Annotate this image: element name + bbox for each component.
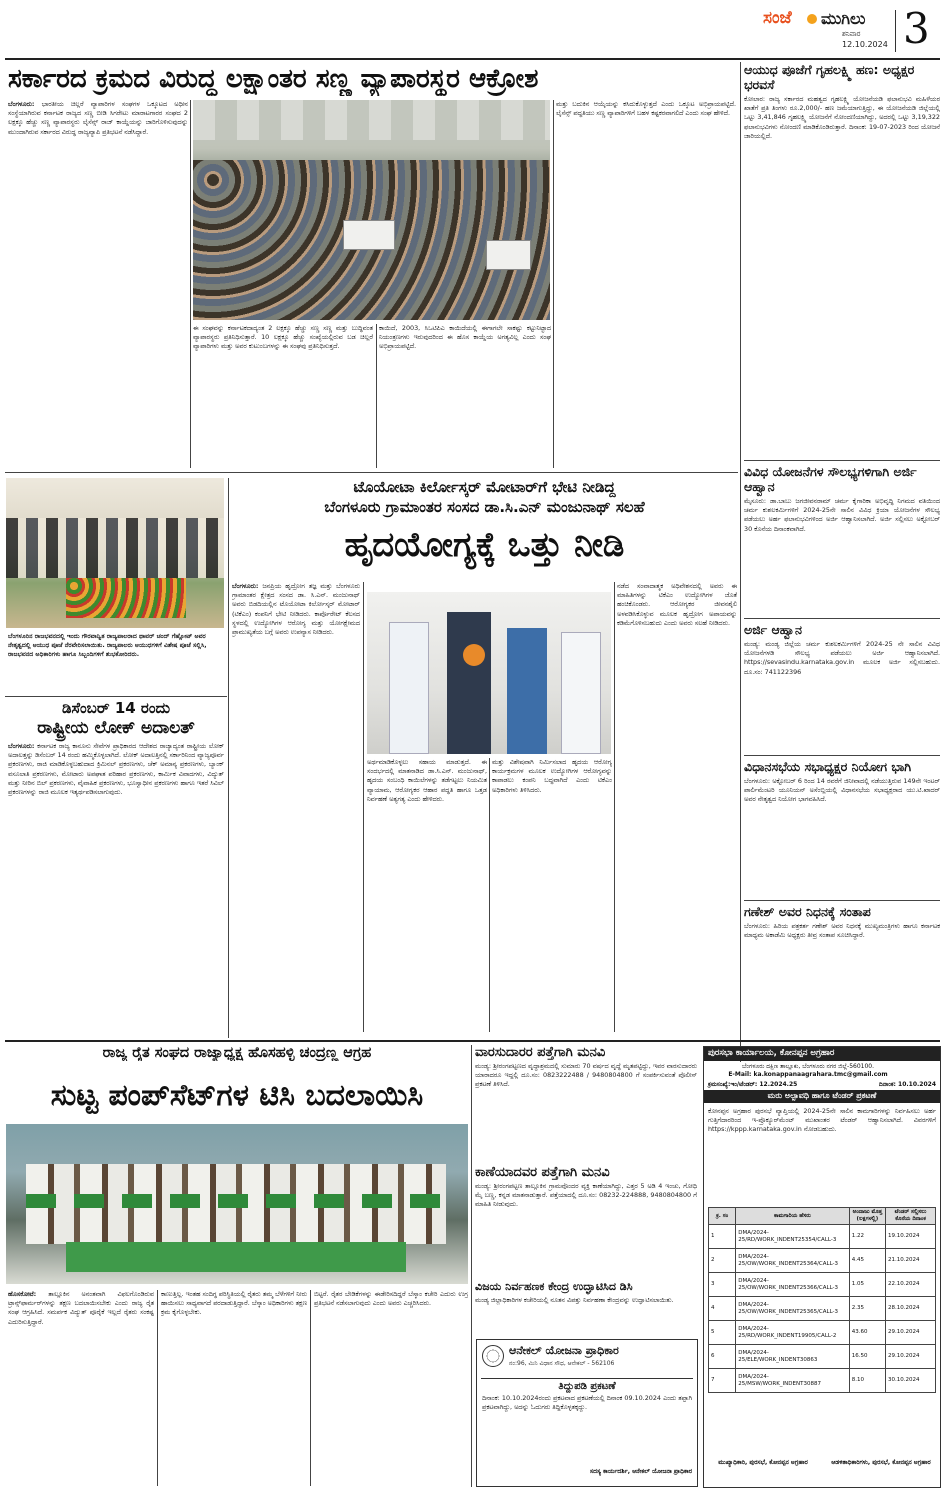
table-row bbox=[709, 1345, 936, 1369]
notice-2-title: ಕಾಣೆಯಾದವರ ಪತ್ತೆಗಾಗಿ ಮನವಿ bbox=[475, 1165, 610, 1180]
sun-icon bbox=[807, 14, 817, 24]
adalat-body bbox=[8, 742, 224, 1034]
section-rule bbox=[744, 460, 940, 461]
placard bbox=[486, 240, 531, 270]
sidebar-body-4: ಬೆಂಗಳೂರು: ಅಕ್ಟೋಬರ್ 6 ರಿಂದ 14 ರವರೆಗೆ ಜಿನೀವಾದಲ್ಲಿ ನಡೆಯುತ್ತಿರುವ 149ನೇ ಇಂಟರ್ ಪಾರ್ಲಿಮೆಂಟರಿ ಯೂನಿಯನ್ ಅಸೆಂಬ್ಲಿಯಲ್ಲಿ ವಿಧಾನಸಭೆಯ ಸಭಾಧ್ಯಕ್ಷರಾದ ಯು.ಟಿ.ಖಾದರ್ ಅವರ ನೇತೃತ್ವದ ನಿಯೋಗ ಭಾಗವಹಿಸಿದೆ. bbox=[744, 777, 940, 804]
section-rule bbox=[744, 755, 940, 756]
toyota-col-4 bbox=[617, 582, 737, 1032]
masthead-divider bbox=[895, 10, 896, 52]
person bbox=[447, 612, 491, 754]
green-shawls bbox=[26, 1194, 446, 1208]
table-row bbox=[709, 1249, 936, 1273]
table-cell: 30.10.2024 bbox=[886, 1369, 936, 1393]
tender-sign-right: ಆಡಳಿತಾಧಿಕಾರಿಗಳು, ಪುರಸಭೆ, ಕೋನಪ್ಪನ ಅಗ್ರಹಾರ bbox=[831, 1459, 931, 1466]
tender-address: ಬೆಂಗಳೂರು ದಕ್ಷಿಣ ತಾಲ್ಲೂಕು, ಬೆಂಗಳೂರು ನಗರ ಜಿಲ್ಲೆ-560100. bbox=[741, 1063, 875, 1070]
table-header-cell: ಕಾಮಗಾರಿಯ ಹೆಸರು bbox=[736, 1208, 850, 1225]
sidebar-title-1: ಆಯುಧ ಪೂಜೆಗೆ ಗೃಹಲಕ್ಷ್ಮಿ ಹಣ: ಅಧ್ಯಕ್ಷರ ಭರವಸೆ bbox=[744, 62, 915, 92]
masthead bbox=[745, 6, 940, 56]
table-cell: 21.10.2024 bbox=[886, 1249, 936, 1273]
placard bbox=[343, 220, 395, 250]
anekal-notice-title: ತಿದ್ದುಪಡಿ ಪ್ರಕಟಣೆ bbox=[481, 1378, 693, 1392]
officials-group bbox=[6, 518, 224, 578]
ayudha-pooja-caption: ಬೆಂಗಳೂರಿನ ರಾಜಭವನದಲ್ಲಿ ಇಂದು ಗೌರವಾನ್ವಿತ ರಾಜ್ಯಪಾಲರಾದ ಥಾವರ್ ಚಂದ್ ಗೆಹ್ಲೋಟ್ ಅವರ ನೇತೃತ್ವದಲ್ಲಿ ಆಯುಧ ಪೂಜೆ ನೆರವೇರಿಸಲಾಯಿತು. ರಾಜ್ಯಪಾಲರು ಆಯುಧಗಳಿಗೆ ವಿಶೇಷ ಪೂಜೆ ಸಲ್ಲಿಸಿ, ರಾಜಭವನದ ಅಧಿಕಾರಿಗಳು ಹಾಗೂ ಸಿಬ್ಬಂದಿಗಳಿಗೆ ಶುಭಕೋರಿದರು. bbox=[8, 633, 207, 658]
column-rule bbox=[190, 100, 191, 468]
anekal-address: ನಂ:96, ಮಿನಿ ವಿಧಾನ ಸೌಧ, ಆನೇಕಲ್ - 562106 bbox=[509, 1360, 615, 1367]
section-rule bbox=[744, 900, 940, 901]
section-rule bbox=[5, 472, 738, 473]
tender-table-header bbox=[709, 1208, 936, 1225]
masthead-date: 12.10.2024 bbox=[842, 40, 888, 49]
column-rule bbox=[471, 1045, 472, 1487]
banner bbox=[66, 1242, 406, 1272]
masthead-day: ಶನಿವಾರ bbox=[842, 30, 861, 38]
column-rule bbox=[363, 582, 364, 1032]
section-rule bbox=[744, 618, 940, 619]
toyota-body-2: ಅರ್ಥಮಾಡಿಕೊಳ್ಳಲು ಸಹಾಯ ಮಾಡುತ್ತದೆ. ಈ ಸಂದರ್ಭದಲ್ಲಿ ಮಾತನಾಡಿದ ಡಾ.ಸಿ.ಎನ್. ಮಂಜುನಾಥ್, ಹೃದಯ ಸಂಬಂಧಿ ಕಾಯಿಲೆಗಳನ್ನು ತಡೆಗಟ್ಟಲು ನಿಯಮಿತ ವ್ಯಾಯಾಮ, ಆರೋಗ್ಯಕರ ಆಹಾರ ಪದ್ಧತಿ ಹಾಗೂ ಒತ್ತಡ ನಿರ್ವಹಣೆ ಅತ್ಯಗತ್ಯ ಎಂದು ಹೇಳಿದರು. bbox=[367, 758, 487, 803]
column-rule bbox=[228, 478, 229, 1038]
table-cell: DMA/2024-25/MSW/WORK_INDENT30887 bbox=[736, 1369, 850, 1393]
table-cell: 8.10 bbox=[849, 1369, 885, 1393]
column-rule bbox=[157, 1290, 158, 1486]
adalat-headline: ರಾಷ್ಟ್ರೀಯ ಲೋಕ್ ಅದಾಲತ್ bbox=[37, 718, 195, 738]
column-rule bbox=[376, 324, 377, 468]
anekal-notice bbox=[476, 1339, 698, 1487]
lead-col-3 bbox=[379, 324, 551, 468]
tender-intro: ಕೋನಪ್ಪನ ಅಗ್ರಹಾರ ಪುರಸಭೆ ವ್ಯಾಪ್ತಿಯಲ್ಲಿ 2024-25ನೇ ಸಾಲಿನ ಕಾಮಗಾರಿಗಳನ್ನು ನಿರ್ವಹಿಸಲು ಅರ್ಹ ಗುತ್ತಿಗೆದಾರರಿಂದ ಇ-ಪ್ರೊಕ್ಯೂರ್‌ಮೆಂಟ್ ಮುಖಾಂತರ ಟೆಂಡರ್ ಆಹ್ವಾನಿಸಲಾಗಿದೆ. ವಿವರಗಳಿಗೆ https://kppp.karnataka.gov.in ನೋಡಬಹುದು. bbox=[708, 1107, 936, 1134]
table-row bbox=[709, 1321, 936, 1345]
table-cell: 2.35 bbox=[849, 1297, 885, 1321]
sidebar-body-5: ಬೆಂಗಳೂರು: ಹಿರಿಯ ಪತ್ರಕರ್ತ ಗಣೇಶ್ ಅವರ ನಿಧನಕ್ಕೆ ಮುಖ್ಯಮಂತ್ರಿಗಳು ಹಾಗೂ ಕರ್ನಾಟಕ ಮಾಧ್ಯಮ ಅಕಾಡೆಮಿ ಅಧ್ಯಕ್ಷರು ತೀವ್ರ ಸಂತಾಪ ಸೂಚಿಸಿದ್ದಾರೆ. bbox=[744, 922, 940, 940]
toyota-kicker-2: ಬೆಂಗಳೂರು ಗ್ರಾಮಾಂತರ ಸಂಸದ ಡಾ.ಸಿ.ಎನ್ ಮಂಜುನಾಥ್ ಸಲಹೆ bbox=[324, 498, 645, 516]
farmers-body-3: ಬಿಟ್ಟರೆ. ರೈತರ ಬೇಡಿಕೆಗಳನ್ನು ಈಡೇರಿಸದಿದ್ದರೆ ಬೆಸ್ಕಾಂ ಕಚೇರಿ ಎದುರು ಉಗ್ರ ಪ್ರತಿಭಟನೆ ನಡೆಸಲಾಗುವುದು ಎಂದು ಅವರು ಎಚ್ಚರಿಸಿದರು. bbox=[314, 1290, 468, 1308]
toyota-headline: ಹೃದಯೋಗ್ಯಕ್ಕೆ ಒತ್ತು ನೀಡಿ bbox=[344, 525, 625, 565]
table-row bbox=[709, 1297, 936, 1321]
lead-body-4: ಮತ್ತು ಬದುಕಿನ ಆಯ್ಕೆಯನ್ನು ಕಸಿದುಕೊಳ್ಳುತ್ತದೆ ಎಂದು ಒಕ್ಕೂಟ ಅಭಿಪ್ರಾಯಪಟ್ಟಿದೆ. ಲೈಸೆನ್ಸ್ ಪದ್ಧತಿಯು ಸಣ್ಣ ವ್ಯಾಪಾರಿಗಳಿಗೆ ಬಹಳ ಕಷ್ಟಕರವಾಗಲಿದೆ ಎಂದು ಸಂಘ ಹೇಳಿದೆ. bbox=[556, 100, 736, 118]
tent-canopy bbox=[193, 100, 550, 140]
lead-dateline: ಬೆಂಗಳೂರು: bbox=[8, 100, 35, 108]
table-cell: 2 bbox=[709, 1249, 736, 1273]
farmers-col-2 bbox=[161, 1290, 307, 1486]
farmers-dateline: ಹೊಸಕೋಟೆ: bbox=[8, 1290, 37, 1298]
sidebar-title-5: ಗಣೇಶ್ ಅವರ ನಿಧನಕ್ಕೆ ಸಂತಾಪ bbox=[744, 904, 871, 919]
notice-1-title: ವಾರಸುದಾರರ ಪತ್ತೆಗಾಗಿ ಮನವಿ bbox=[475, 1045, 606, 1060]
brand-left: ಸಂಜೆ bbox=[763, 8, 792, 28]
section-rule bbox=[5, 696, 227, 697]
lead-col-2 bbox=[193, 324, 373, 468]
table-cell: 43.60 bbox=[849, 1321, 885, 1345]
toyota-col-1 bbox=[232, 582, 360, 1032]
tender-title-bar bbox=[704, 1090, 940, 1103]
table-cell: 22.10.2024 bbox=[886, 1273, 936, 1297]
table-cell: 5 bbox=[709, 1321, 736, 1345]
lead-col-1 bbox=[8, 100, 188, 468]
masthead-rule bbox=[5, 58, 940, 60]
flower-offering bbox=[66, 578, 186, 618]
tender-header bbox=[704, 1047, 940, 1061]
table-cell: 1.05 bbox=[849, 1273, 885, 1297]
tender-notice bbox=[703, 1046, 941, 1488]
table-cell: 3 bbox=[709, 1273, 736, 1297]
table-cell: 1.22 bbox=[849, 1225, 885, 1249]
lead-body-2: ಈ ಸಂಘವನ್ನು ಕರ್ನಾಟಕದಾದ್ಯಂತ 2 ಲಕ್ಷಕ್ಕೂ ಹೆಚ್ಚು ಸಣ್ಣ ಸಣ್ಣ ಮತ್ತು ಬುದ್ಧಿವಂತ ವ್ಯಾಪಾರಸ್ಥರು ಪ್ರತಿನಿಧಿಸುತ್ತಾರೆ. 10 ಲಕ್ಷಕ್ಕೂ ಹೆಚ್ಚು ಸಂಖ್ಯೆಯಲ್ಲಿರುವ ಬಡ ಚಿಲ್ಲರೆ ವ್ಯಾಪಾರಿಗಳು ಮತ್ತು ಅವರ ಕುಟುಂಬಗಳನ್ನು ಈ ಸಂಘವು ಪ್ರತಿನಿಧಿಸುತ್ತದೆ. bbox=[193, 324, 373, 351]
sidebar bbox=[744, 62, 940, 1037]
emblem-icon bbox=[482, 1345, 504, 1367]
farmers-col-1 bbox=[8, 1290, 154, 1486]
anekal-body: ದಿನಾಂಕ: 10.10.2024ರಂದು ಪ್ರಕಟವಾದ ಪ್ರಕಟಣೆಯಲ್ಲಿ ದಿನಾಂಕ 09.10.2024 ಎಂದು ತಪ್ಪಾಗಿ ಪ್ರಕಟವಾಗಿದ್ದು, ಅದನ್ನು ಓದುಗರು ತಿದ್ದಿಕೊಳ್ಳತಕ್ಕದ್ದು. bbox=[482, 1394, 692, 1412]
table-header-cell: ಟೆಂಡರ್ ಸಲ್ಲಿಸಲು ಕೊನೆಯ ದಿನಾಂಕ bbox=[886, 1208, 936, 1225]
table-row bbox=[709, 1273, 936, 1297]
toyota-body-1: ಜನಪ್ರಿಯ ಹೃದ್ರೋಗ ತಜ್ಞ ಮತ್ತು ಬೆಂಗಳೂರು ಗ್ರಾಮಾಂತರ ಕ್ಷೇತ್ರದ ಸಂಸದ ಡಾ. ಸಿ.ಎನ್. ಮಂಜುನಾಥ್ ಅವರು ಬಿಡದಿಯಲ್ಲಿನ ಟೊಯೋಟಾ ಕಿರ್ಲೋಸ್ಕರ್ ಮೋಟಾರ್ (ಟಿಕೆಎಂ) ಕಂಪನಿಗೆ ಭೇಟಿ ನೀಡಿದರು. ಕಾರ್ಪೊರೇಟ್ ಕೆಲಸದ ಸ್ಥಳದಲ್ಲಿ ಉದ್ಯೋಗಿಗಳ ಆರೋಗ್ಯ ಮತ್ತು ಯೋಗಕ್ಷೇಮದ ಪ್ರಾಮುಖ್ಯತೆಯ ಬಗ್ಗೆ ಅವರು ಉಪನ್ಯಾಸ ನೀಡಿದರು. bbox=[232, 582, 360, 637]
sidebar-body-1: ಕೋಲಾರ: ರಾಜ್ಯ ಸರ್ಕಾರದ ಮಹತ್ವದ ಗೃಹಲಕ್ಷ್ಮಿ ಯೋಜನೆಯಡಿ ಫಲಾನುಭವಿ ಮಹಿಳೆಯರ ಖಾತೆಗೆ ಪ್ರತಿ ತಿಂಗಳು ರೂ.2,000/- ಹಣ ಜಮೆಯಾಗುತ್ತಿದ್ದು, ಈ ಯೋಜನೆಯಡಿ ಜಿಲ್ಲೆಯಲ್ಲಿ ಒಟ್ಟು 3,41,846 ಗೃಹಲಕ್ಷ್ಮಿ ಯೋಜನೆಗೆ ನೋಂದಣಿಯಾಗಿದ್ದು, ಅದರಲ್ಲಿ ಒಟ್ಟು 3,19,322 ಫಲಾನುಭವಿಗಳು ನೋಂದಣಿ ಮಾಡಿಕೊಂಡಿರುತ್ತಾರೆ. ದಿನಾಂಕ: 19-07-2023 ರಿಂದ ಯೋಜನೆ ಜಾರಿಯಲ್ಲಿದೆ. bbox=[744, 95, 940, 140]
table-cell: DMA/2024-25/RD/WORK_INDENT25354/CALL-3 bbox=[736, 1225, 850, 1249]
table-cell: 29.10.2024 bbox=[886, 1345, 936, 1369]
column-rule bbox=[310, 1290, 311, 1486]
toyota-body-4: ನಡೆದ ಸಂವಾದಾತ್ಮಕ ಅಧಿವೇಶನದಲ್ಲಿ ಅವರು ಈ ಮಾಹಿತಿಗಳನ್ನು ಟಿಕೆಎಂ ಉದ್ಯೋಗಿಗಳ ಜೊತೆ ಹಂಚಿಕೊಂಡರು. ಆರೋಗ್ಯಕರ ಜೀವನಶೈಲಿ ಅಳವಡಿಸಿಕೊಳ್ಳುವ ಮೂಲಕ ಹೃದ್ರೋಗ ಅಪಾಯವನ್ನು ಕಡಿಮೆಗೊಳಿಸಬಹುದು ಎಂದು ಅವರು ಸಲಹೆ ನೀಡಿದರು. bbox=[617, 582, 737, 627]
table-cell: 7 bbox=[709, 1369, 736, 1393]
table-cell: DMA/2024-25/OW/WORK_INDENT25364/CALL-3 bbox=[736, 1249, 850, 1273]
notice-3-body: ಮಂಡ್ಯ ಜಿಲ್ಲಾಧಿಕಾರಿಗಳ ಕಚೇರಿಯಲ್ಲಿ ನೂತನ ವಿಪತ್ತು ನಿರ್ವಹಣಾ ಕೇಂದ್ರವನ್ನು ಉದ್ಘಾಟಿಸಲಾಯಿತು. bbox=[475, 1296, 674, 1304]
sidebar-body-3: ಮಂಡ್ಯ: ಮಂಡ್ಯ ಜಿಲ್ಲೆಯ ಚರ್ಮ ಕುಶಲಕರ್ಮಿಗಳಿಗೆ 2024-25 ನೇ ಸಾಲಿನ ವಿವಿಧ ಯೋಜನೆಗಳಡಿ ಸೌಲಭ್ಯ ಪಡೆಯಲು ಅರ್ಜಿ ಆಹ್ವಾನಿಸಲಾಗಿದೆ. https://sevasindu.karnataka.gov.in ಮೂಲಕ ಅರ್ಜಿ ಸಲ್ಲಿಸಬಹುದು. ದೂ.ಸಂ: 741122396 bbox=[744, 640, 940, 676]
adalat-text: ಕರ್ನಾಟಕ ರಾಜ್ಯ ಕಾನೂನು ಸೇವೆಗಳ ಪ್ರಾಧಿಕಾರದ ಆದೇಶದ ರಾಜ್ಯಾದ್ಯಂತ ರಾಷ್ಟ್ರೀಯ ಲೋಕ್ ಅದಾಲತ್ತನ್ನು ಡಿಸೆಂಬರ್ 14 ರಂದು ಹಮ್ಮಿಕೊಳ್ಳಲಾಗಿದೆ. ಲೋಕ್ ಅದಾಲತ್ತಿನಲ್ಲಿ ಸರ್ಕಾರಿನಿಂದ ವ್ಯಾಜ್ಯಪೂರ್ವ ಪ್ರಕರಣಗಳು, ರಾಜಿ ಮಾಡಿಕೊಳ್ಳಬಹುದಾದ ಕ್ರಿಮಿನಲ್ ಪ್ರಕರಣಗಳು, ಚೆಕ್ ಅಮಾನ್ಯ ಪ್ರಕರಣಗಳು, ಬ್ಯಾಂಕ್ ವಸೂಲಾತಿ ಪ್ರಕರಣಗಳು, ಮೋಟಾರು ಅಪಘಾತ ಪರಿಹಾರ ಪ್ರಕರಣಗಳು, ಕಾರ್ಮಿಕ ವಿವಾದಗಳು, ವಿದ್ಯುತ್ ಮತ್ತು ನೀರಿನ ಬಿಲ್ ಪ್ರಕರಣಗಳು, ವೈವಾಹಿಕ ಪ್ರಕರಣಗಳು, ಭೂಸ್ವಾಧೀನ ಪ್ರಕರಣಗಳು ಹಾಗೂ ಇತರೆ ಸಿವಿಲ್ ಪ್ರಕರಣಗಳನ್ನು ರಾಜಿ ಮೂಲಕ ಇತ್ಯರ್ಥಪಡಿಸಲಾಗುವುದು. bbox=[8, 742, 224, 797]
notice-3-title: ವಿಜಯ ನಿರ್ವಹಣಕ ಕೇಂದ್ರ ಉದ್ಘಾಟಿಸಿದ ಡಿಸಿ bbox=[475, 1280, 633, 1293]
anekal-sign: ಸದಸ್ಯ ಕಾರ್ಯದರ್ಶಿ, ಆನೇಕಲ್ ಯೋಜನಾ ಪ್ರಾಧಿಕಾರ bbox=[589, 1468, 692, 1475]
table-cell: DMA/2024-25/OW/WORK_INDENT25366/CALL-3 bbox=[736, 1273, 850, 1297]
column-rule bbox=[489, 758, 490, 1032]
table-cell: 4 bbox=[709, 1297, 736, 1321]
tender-title: ಮರು ಅಲ್ಪಾವಧಿ ಹಾಗೂ ಟೆಂಡರ್ ಪ್ರಕಟಣೆ bbox=[767, 1091, 877, 1100]
farmers-kicker: ರಾಜ್ಯ ರೈತ ಸಂಘದ ರಾಜ್ಯಾಧ್ಯಕ್ಷ ಹೊಸಹಳ್ಳಿ ಚಂದ್ರಣ್ಣ ಆಗ್ರಹ bbox=[102, 1045, 372, 1061]
lead-body-1: ಭಾರತೀಯ ಚಿಲ್ಲರೆ ವ್ಯಾಪಾರಿಗಳ ಸಂಘಗಳ ಒಕ್ಕೂಟದ ಅಧೀನ ಸಂಸ್ಥೆಯಾಗಿರುವ ಕರ್ನಾಟಕ ರಾಜ್ಯದ ಸಣ್ಣ ಬೀಡಿ ಸಿಗರೇಟು ಮಾರಾಟಗಾರರ ಸಂಘದ 2 ಲಕ್ಷಕ್ಕೂ ಹೆಚ್ಚು ಸಣ್ಣ ವ್ಯಾಪಾರಸ್ಥರು ಲೈಸೆನ್ಸ್ ರಾಜ್ ಕಾಯ್ದೆಯನ್ನು ಜಾರಿಗೊಳಿಸುವುದನ್ನು ಮುಂದಾಗಿರುವ ಸರ್ಕಾರದ ವಿರುದ್ಧ ರಾಜ್ಯವ್ಯಾಪಿ ಪ್ರತಿಭಟನೆ ನಡೆಸಿದ್ದಾರೆ. bbox=[8, 100, 188, 136]
bouquet bbox=[463, 644, 485, 666]
tender-table bbox=[708, 1207, 936, 1393]
lead-col-4 bbox=[556, 100, 736, 468]
lead-body-3: ಕಾಯಿದೆ, 2003, ಸಿಒಟಿಪಿಎ ಕಾಯಿದೆಯಲ್ಲಿ ಈಗಾಗಲೇ ಸಾಕಷ್ಟು ಕಟ್ಟುನಿಟ್ಟಾದ ನಿಯಂತ್ರಣಗಳು ಇರುವುದರಿಂದ ಈ ಹೊಸ ಕಾಯ್ದೆಯ ಅಗತ್ಯವಿಲ್ಲ ಎಂದು ಸಂಘ ಅಭಿಪ್ರಾಯಪಟ್ಟಿದೆ. bbox=[379, 324, 551, 351]
table-cell: 29.10.2024 bbox=[886, 1321, 936, 1345]
sidebar-title-2: ವಿವಿಧ ಯೋಜನೆಗಳ ಸೌಲಭ್ಯಗಳಿಗಾಗಿ ಅರ್ಜಿ ಆಹ್ವಾನ bbox=[744, 464, 917, 494]
sidebar-title-4: ವಿಧಾನಸಭೆಯ ಸಭಾಧ್ಯಕ್ಷರ ನಿಯೋಗ ಭಾಗಿ bbox=[744, 759, 912, 774]
table-cell: 6 bbox=[709, 1345, 736, 1369]
table-header-cell: ಅಂದಾಜು ಮೊತ್ತ (ಲಕ್ಷಗಳಲ್ಲಿ) bbox=[849, 1208, 885, 1225]
tender-sign-left: ಮುಖ್ಯಾಧಿಕಾರಿ, ಪುರಸಭೆ, ಕೋನಪ್ಪನ ಅಗ್ರಹಾರ bbox=[718, 1459, 808, 1466]
sidebar-body-2: ಮೈಸೂರು: ಡಾ.ಬಾಬು ಜಗಜೀವನರಾಮ್ ಚರ್ಮ ಕೈಗಾರಿಕಾ ಅಭಿವೃದ್ಧಿ ನಿಗಮದ ವತಿಯಿಂದ ಚರ್ಮ ಕುಶಲಕರ್ಮಿಗಳಿಗೆ 2024-25ನೇ ಸಾಲಿನ ವಿವಿಧ ಕ್ರಿಯಾ ಯೋಜನೆಗಳ ಸೌಲಭ್ಯ ಪಡೆಯಲು ಅರ್ಹ ಫಲಾನುಭವಿಗಳಿಂದ ಅರ್ಜಿ ಆಹ್ವಾನಿಸಲಾಗಿದೆ. ಅರ್ಜಿ ಸಲ್ಲಿಸಲು ಅಕ್ಟೋಬರ್ 30 ಕೊನೆಯ ದಿನಾಂಕವಾಗಿದೆ. bbox=[744, 497, 940, 533]
anekal-office: ಆನೇಕಲ್ ಯೋಜನಾ ಪ್ರಾಧಿಕಾರ bbox=[509, 1344, 619, 1357]
table-cell: 16.50 bbox=[849, 1345, 885, 1369]
toyota-dateline: ಬೆಂಗಳೂರು: bbox=[232, 582, 259, 590]
table-cell: DMA/2024-25/ELE/WORK_INDENT30863 bbox=[736, 1345, 850, 1369]
table-header-cell: ಕ್ರ. ಸಂ bbox=[709, 1208, 736, 1225]
notice-2-body: ಮಂಡ್ಯ: ಶ್ರೀರಂಗಪಟ್ಟಣ ತಾಲ್ಲೂಕಿನ ಗ್ರಾಮವೊಂದರ ವ್ಯಕ್ತಿ ಕಾಣೆಯಾಗಿದ್ದು, ಎತ್ತರ 5 ಅಡಿ 4 ಇಂಚು, ಗೋಧಿ ಮೈ ಬಣ್ಣ, ಕನ್ನಡ ಮಾತನಾಡುತ್ತಾರೆ. ಪತ್ತೆಯಾದಲ್ಲಿ ದೂ.ಸಂ: 08232-224888, 9480804800 ಗೆ ಮಾಹಿತಿ ನೀಡುವುದು. bbox=[475, 1182, 697, 1209]
person bbox=[389, 622, 429, 754]
table-cell: 1 bbox=[709, 1225, 736, 1249]
column-rule bbox=[614, 582, 615, 1032]
notice-1-body: ಮಂಡ್ಯ: ಶ್ರೀರಂಗಪಟ್ಟಣದ ವೃದ್ಧಾಶ್ರಮದಲ್ಲಿ ಸುಮಾರು 70 ವರ್ಷದ ವೃದ್ಧೆ ಮೃತಪಟ್ಟಿದ್ದು, ಇವರ ವಾರಸುದಾರರು ಯಾರಾದರೂ ಇದ್ದಲ್ಲಿ ದೂ.ಸಂ: 0823222488 / 9480804800 ಗೆ ಸಂಪರ್ಕಿಸುವಂತೆ ಪೊಲೀಸ್ ಪ್ರಕಟಣೆ ತಿಳಿಸಿದೆ. bbox=[475, 1062, 697, 1089]
table-cell: 19.10.2024 bbox=[886, 1225, 936, 1249]
table-cell: DMA/2024-25/RD/WORK_INDENT19905/CALL-2 bbox=[736, 1321, 850, 1345]
table-cell: 4.45 bbox=[849, 1249, 885, 1273]
mp-visit-photo bbox=[367, 592, 611, 754]
toyota-col-2 bbox=[367, 758, 487, 1032]
table-cell: DMA/2024-25/OW/WORK_INDENT25365/CALL-3 bbox=[736, 1297, 850, 1321]
sidebar-rule bbox=[740, 62, 741, 1062]
farmers-body-1: ತಾಲ್ಲೂಕಿನ ಅನಂತವಾಗಿ ವಿಫಲಗೊಂಡಿರುವ ಟ್ರಾನ್ಸ್‌ಫಾರ್ಮರ್‌ಗಳನ್ನು ತಕ್ಷಣ ಬದಲಾಯಿಸಬೇಕು ಎಂದು ರಾಜ್ಯ ರೈತ ಸಂಘ ಆಗ್ರಹಿಸಿದೆ. ಸಮರ್ಪಕ ವಿದ್ಯುತ್ ಪೂರೈಕೆ ಇಲ್ಲದೆ ರೈತರು ಸಂಕಷ್ಟ ಎದುರಿಸುತ್ತಿದ್ದಾರೆ. bbox=[8, 1290, 154, 1326]
ayudha-pooja-photo bbox=[6, 478, 224, 628]
brand-right: ಮುಗಿಲು bbox=[821, 9, 866, 28]
table-row bbox=[709, 1225, 936, 1249]
adalat-kicker: ಡಿಸೆಂಬರ್ 14 ರಂದು bbox=[62, 699, 170, 717]
toyota-body-3: ಮತ್ತು ವಿಶೇಷವಾಗಿ ನಿರ್ಮಿಸಲಾದ ಹೃದಯ ಆರೋಗ್ಯ ಕಾರ್ಯಕ್ರಮಗಳ ಮೂಲಕ ಉದ್ಯೋಗಿಗಳ ಆರೋಗ್ಯವನ್ನು ಕಾಪಾಡಲು ಕಂಪನಿ ಬದ್ಧವಾಗಿದೆ ಎಂದು ಟಿಕೆಎಂ ಅಧಿಕಾರಿಗಳು ತಿಳಿಸಿದರು. bbox=[492, 758, 612, 794]
tender-ref: ಕ್ರಮಸಂಖ್ಯೆ:ಇಂ/ಟೆಂಡರ್: 12.2024.25 bbox=[708, 1081, 798, 1088]
table-cell: 28.10.2024 bbox=[886, 1297, 936, 1321]
section-rule bbox=[5, 1040, 940, 1042]
page-number: 3 bbox=[903, 4, 930, 53]
tender-email: E-Mail: ka.konappanaagrahara.tmc@gmail.com bbox=[728, 1071, 888, 1078]
farmers-headline: ಸುಟ್ಟ ಪಂಪ್‌ಸೆಟ್‌ಗಳ ಟಿಸಿ ಬದಲಾಯಿಸಿ bbox=[50, 1078, 424, 1113]
table-row bbox=[709, 1369, 936, 1393]
column-rule bbox=[553, 100, 554, 468]
tender-ref-date: ದಿನಾಂಕ: 10.10.2024 bbox=[878, 1081, 936, 1088]
notices bbox=[475, 1045, 697, 1335]
adalat-dateline: ಬೆಂಗಳೂರು: bbox=[8, 742, 35, 750]
sidebar-title-3: ಅರ್ಜಿ ಆಹ್ವಾನ bbox=[744, 622, 802, 637]
farmers-col-3 bbox=[314, 1290, 468, 1486]
person bbox=[561, 632, 601, 754]
toyota-kicker-1: ಟೊಯೋಟಾ ಕಿರ್ಲೋಸ್ಕರ್ ಮೋಟಾರ್‌ಗೆ ಭೇಟಿ ನೀಡಿದ್ದ bbox=[353, 478, 616, 496]
farmers-body-2: ಕಾಣುತ್ತಿಲ್ಲ. ಇಂತಹ ಸಂದಿಗ್ಧ ಪರಿಸ್ಥಿತಿಯಲ್ಲಿ ರೈತರು ತಮ್ಮ ಬೆಳೆಗಳಿಗೆ ನೀರು ಹಾಯಿಸಲು ಸಾಧ್ಯವಾಗದೆ ಪರದಾಡುತ್ತಿದ್ದಾರೆ. ಬೆಸ್ಕಾಂ ಅಧಿಕಾರಿಗಳು ತಕ್ಷಣ ಕ್ರಮ ಕೈಗೊಳ್ಳಬೇಕು. bbox=[161, 1290, 307, 1317]
farmers-protest-photo bbox=[6, 1124, 468, 1284]
person bbox=[507, 628, 547, 754]
tender-office: ಪುರಸಭಾ ಕಾರ್ಯಾಲಯ, ಕೋನಪ್ಪನ ಅಗ್ರಹಾರ bbox=[708, 1048, 835, 1058]
protest-photo bbox=[193, 100, 550, 320]
toyota-col-3 bbox=[492, 758, 612, 1032]
lead-headline: ಸರ್ಕಾರದ ಕ್ರಮದ ವಿರುದ್ಧ ಲಕ್ಷಾಂತರ ಸಣ್ಣ ವ್ಯಾಪಾರಸ್ಥರ ಆಕ್ರೋಶ bbox=[8, 64, 539, 94]
